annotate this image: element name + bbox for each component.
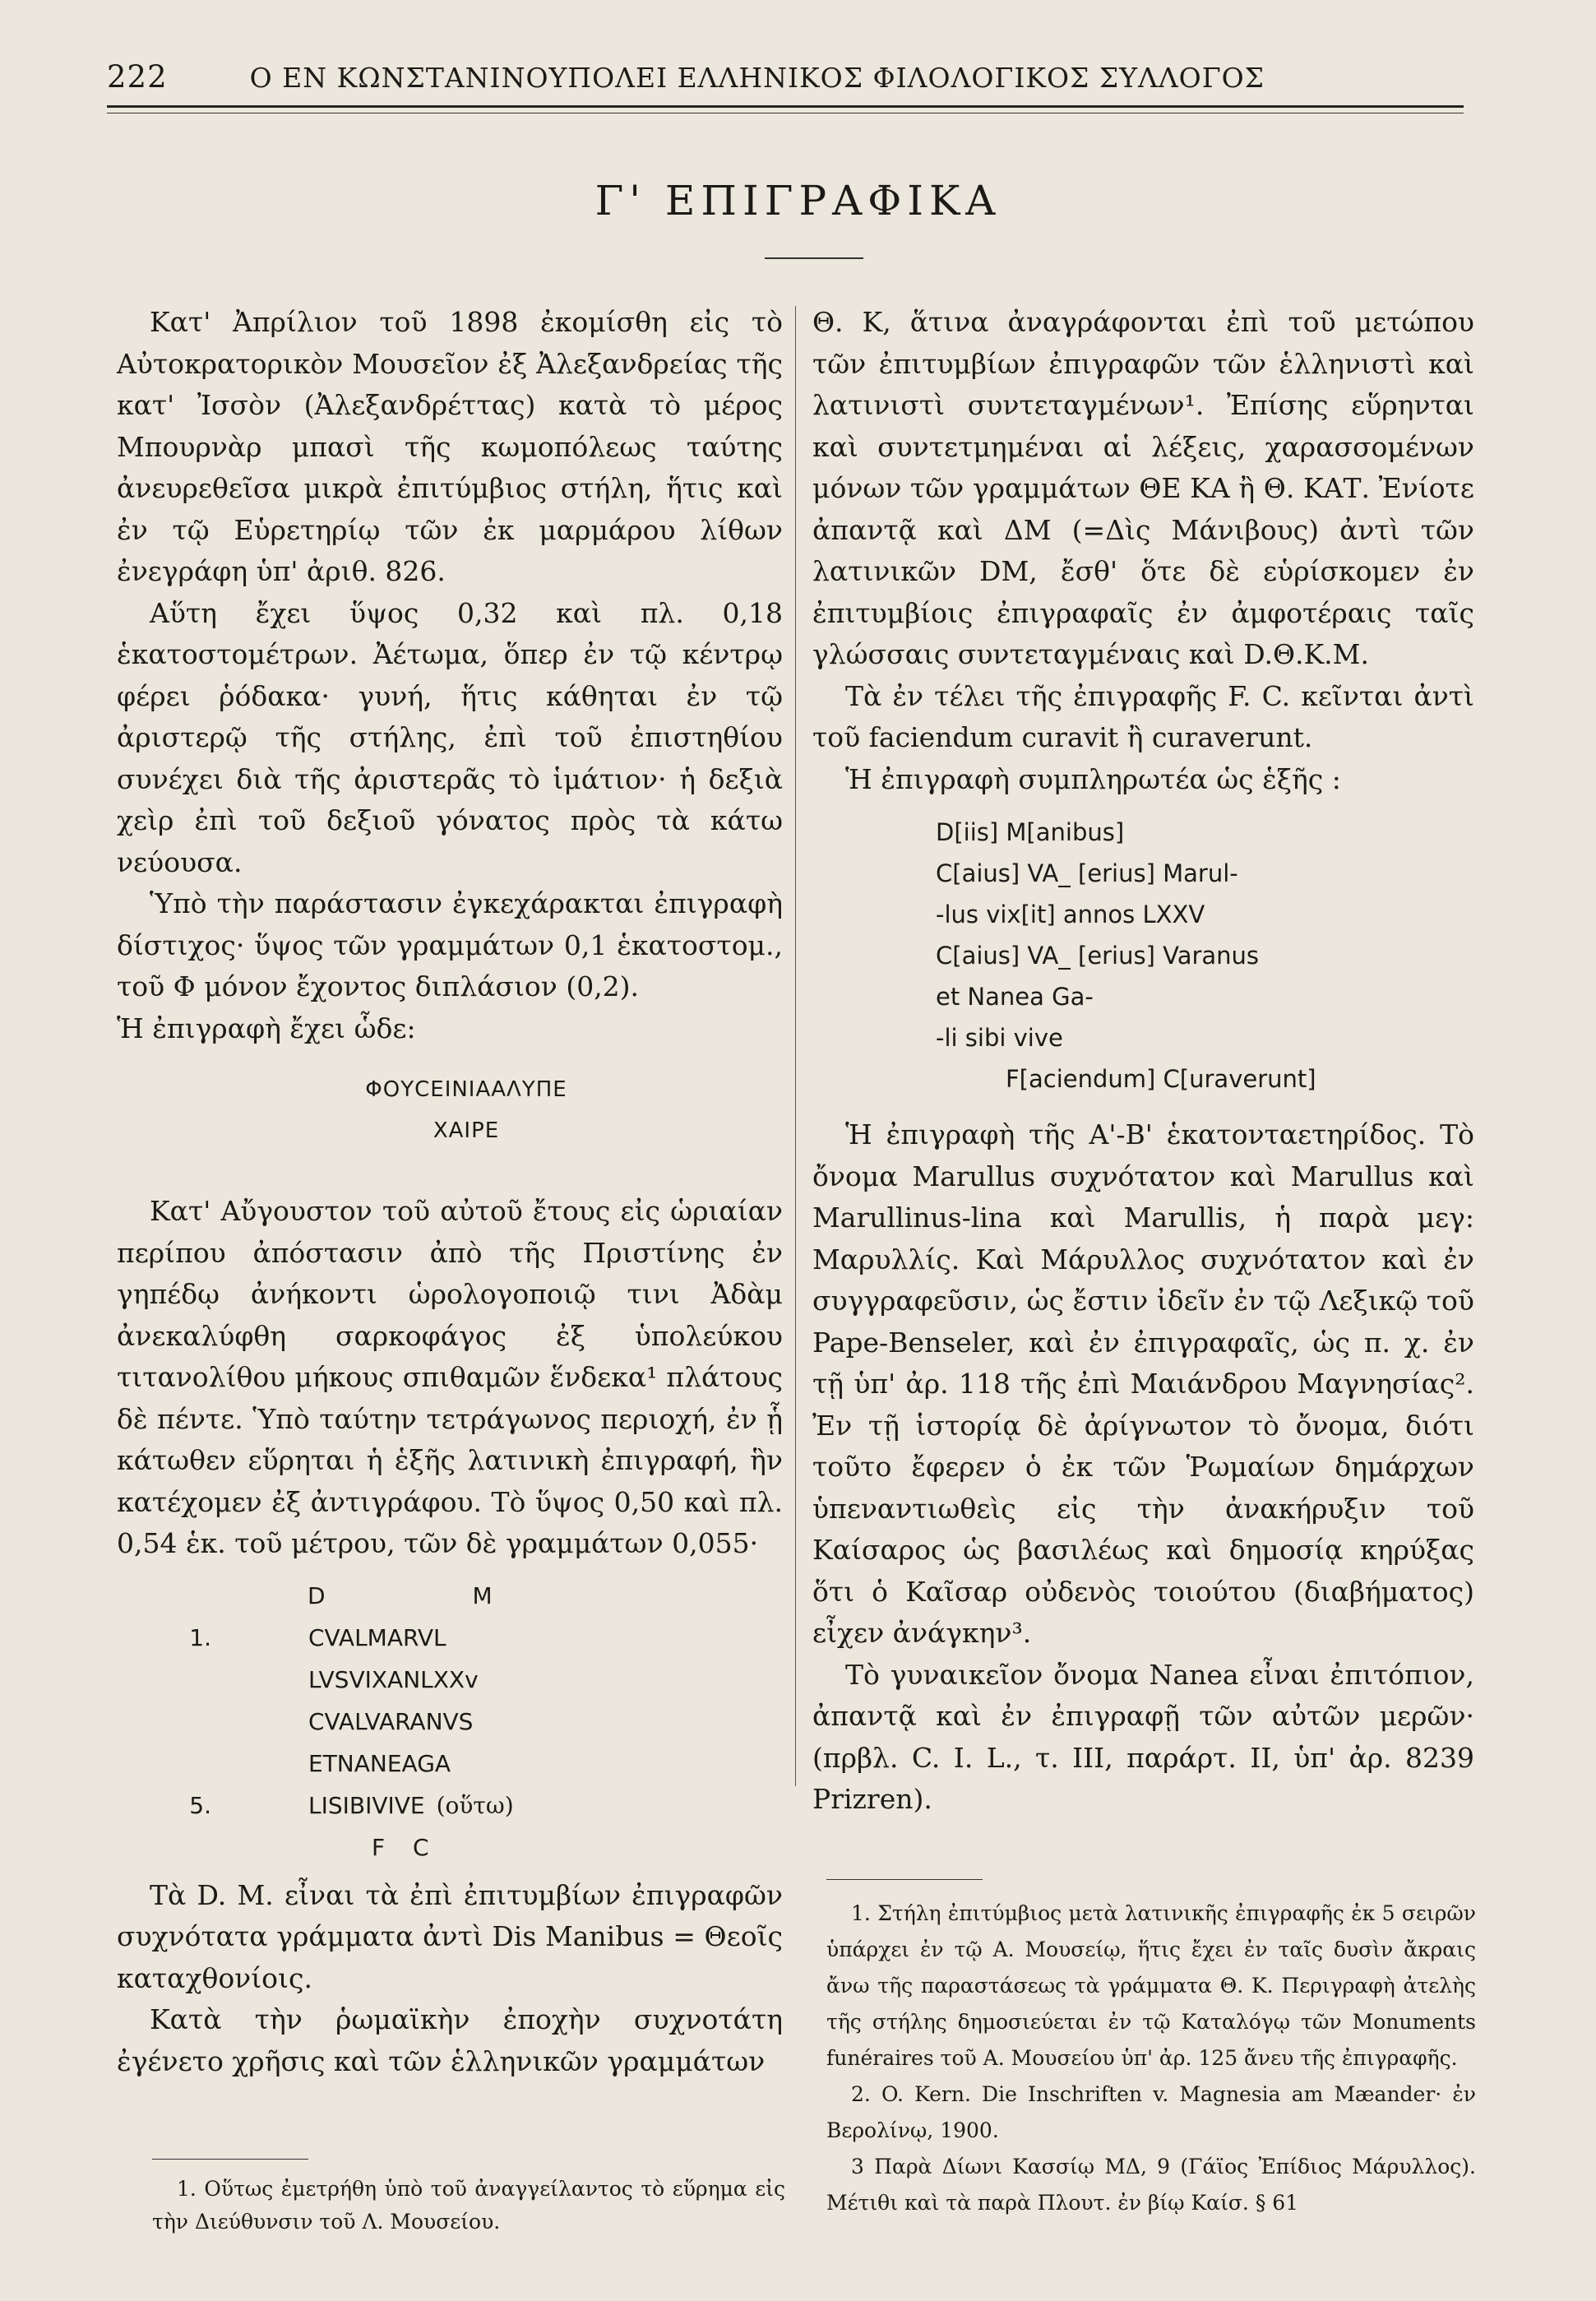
inscription-dm: D M [308, 1581, 493, 1609]
expanded-inscription [812, 812, 1474, 1100]
footnote: 1. Στήλη ἐπιτύμβιος μετὰ λατινικῆς ἐπιγραφῆς ἐκ 5 σειρῶν ὑπάρχει ἐν τῷ Α. Μουσείῳ, ἥτις ἔχει ἐν ταῖς δυσὶν ἄκραις ἄνω τῆς παραστάσεως τὰ γράμματα Θ. Κ. Περιγραφὴ ἀτελὴς τῆς στήλης δημοσιεύεται ἐν τῷ Καταλόγῳ τῶν Monuments funéraires τοῦ Α. Μουσείου ὑπ' ἀρ. 125 ἄνευ τῆς ἐπιγραφῆς. [826, 1901, 1476, 2070]
left-column [117, 302, 783, 2082]
footnote: 1. Οὕτως ἐμετρήθη ὑπὸ τοῦ ἀναγγείλαντος τὸ εὕρημα εἰς τὴν Διεύθυνσιν τοῦ Λ. Μουσείου. [152, 2177, 785, 2234]
latin-inscription [117, 1575, 783, 1868]
inscription-fc: F C [372, 1833, 429, 1861]
paragraph: Θ. Κ, ἅτινα ἀναγράφονται ἐπὶ τοῦ μετώπου τῶν ἐπιτυμβίων ἐπιγραφῶν τῶν ἑλληνιστὶ καὶ λατινιστὶ συντεταγμένων¹. Ἐπίσης εὕρηνται καὶ συντετμημέναι αἱ λέξεις, χαρασσομένων μόνων τῶν γραμμάτων ΘΕ ΚΑ ἢ Θ. ΚΑΤ. Ἐνίοτε ἀπαντᾷ καὶ ΔΜ (=Δὶς Μάνιβους) ἀντὶ τῶν λατινικῶν DM, ἔσθ' ὅτε δὲ εὑρίσκομεν ἐν ἐπιτυμβίοις ἐπιγραφαῖς ἐν ἀμφοτέραις ταῖς γλώσσαις συντεταγμέναις καὶ D.Θ.Κ.Μ. [812, 306, 1474, 670]
greek-inscription-line: ΧΑΙΡΕ [433, 1118, 500, 1143]
footnotes-left [152, 2173, 785, 2238]
footnote: 2. O. Kern. Die Inschriften v. Magnesia am Mæander· ἐν Βερολίνῳ, 1900. [826, 2082, 1476, 2142]
running-header [107, 59, 1464, 95]
right-column [812, 302, 1474, 1821]
inscription-line: ETNANEAGA [308, 1749, 451, 1777]
inscription-line: LVSVIXANLXXv [308, 1665, 479, 1693]
footnote-rule [826, 1879, 983, 1880]
sic-note: (οὕτω) [436, 1791, 514, 1819]
line-number [117, 1743, 211, 1785]
paragraph: Ὑπὸ τὴν παράστασιν ἐγκεχάρακται ἐπιγραφὴ δίστιχος· ὕψος τῶν γραμμάτων 0,1 ἑκατοστομ., τοῦ Φ μόνον ἔχοντος διπλάσιον (0,2). [117, 887, 783, 1002]
expanded-line: -li sibi vive [936, 1024, 1063, 1052]
inscription-line: CVALVARANVS [308, 1707, 474, 1735]
paragraph: Κατ' Ἀπρίλιον τοῦ 1898 ἐκομίσθη εἰς τὸ Αὐτοκρατορικὸν Μουσεῖον ἐξ Ἀλεξανδρείας τῆς κατ' Ἰσσὸν (Ἀλεξανδρέττας) κατὰ τὸ μέρος Μπουρνὰρ μπασὶ τῆς κωμοπόλεως ταύτης ἀνευρεθεῖσα μικρὰ ἐπιτύμβιος στήλη, ἥτις καὶ ἐν τῷ Εὑρετηρίῳ τῶν ἐκ μαρμάρου λίθων ἐνεγράφη ὑπ' ἀριθ. 826. [117, 306, 783, 587]
paragraph: Τὰ ἐν τέλει τῆς ἐπιγραφῆς F. C. κεῖνται ἀντὶ τοῦ faciendum curavit ἢ curaverunt. [812, 679, 1474, 753]
greek-inscription-line: ΦΟΥCΕΙΝΙΑΑΛΥΠΕ [365, 1077, 567, 1102]
running-title: Ο ΕΝ ΚΩΝΣΤΑΝΙΝΟΥΠΟΛΕΙ ΕΛΛΗΝΙΚΟΣ ΦΙΛΟΛΟΓΙΚΟΣ ΣΥΛΛΟΓΟΣ [249, 62, 1265, 94]
expanded-line: F[aciendum] C[uraverunt] [1006, 1065, 1316, 1093]
paragraph: Κατὰ τὴν ῥωμαϊκὴν ἐποχὴν συχνοτάτη ἐγένετο χρῆσις καὶ τῶν ἑλληνικῶν γραμμάτων [117, 2003, 783, 2077]
paragraph: Αὕτη ἔχει ὕψος 0,32 καὶ πλ. 0,18 ἑκατοστομέτρων. Ἀέτωμα, ὅπερ ἐν τῷ κέντρῳ φέρει ῥόδακα· γυνή, ἥτις κάθηται ἐν τῷ ἀριστερῷ τῆς στήλης, ἐπὶ τοῦ ἐπιστηθίου συνέχει διὰ τῆς ἀριστερᾶς τὸ ἱμάτιον· ἡ δεξιὰ χεὶρ ἐπὶ τοῦ δεξιοῦ γόνατος πρὸς τὰ κάτω νεύουσα. [117, 596, 783, 878]
header-rule [107, 105, 1464, 108]
footnote-rule [152, 2159, 308, 2160]
line-number: 5. [189, 1791, 211, 1819]
paragraph: Ἡ ἐπιγραφὴ τῆς Α'-Β' ἑκατονταετηρίδος. Τὸ ὄνομα Marullus συχνότατον καὶ Marullus καὶ Marullinus-lina καὶ Marullis, ἡ παρὰ μεγ: Μαρυλλίς. Καὶ Μάρυλλος συχνότατον καὶ ἐν συγγραφεῦσιν, ὡς ἔστιν ἰδεῖν ἐν τῷ Λεξικῷ τοῦ Pape-Benseler, καὶ ἐν ἐπιγραφαῖς, ὡς π. χ. ἐν τῇ ὑπ' ἀρ. 118 τῆς ἐπὶ Μαιάνδρου Μαγνησίας². Ἐν τῇ ἱστορίᾳ δὲ ἀρίγνωτον τὸ ὄνομα, διότι τοῦτο ἔφερεν ὁ ἐκ τῶν Ῥωμαίων δημάρχων ὑπεναντιωθεὶς εἰς τὴν ἀνακήρυξιν τοῦ Καίσαρος ὡς βασιλέως καὶ δημοσίᾳ κηρύξας ὅτι ὁ Καῖσαρ οὐδενὸς τοιούτου (διαβήματος) εἶχεν ἀνάγκην³. [812, 1118, 1474, 1649]
line-number [117, 1659, 211, 1701]
inscription-line: LISIBIVIVE [308, 1791, 425, 1819]
expanded-line: et Nanea Ga- [936, 983, 1094, 1011]
expanded-line: -lus vix[it] annos LXXV [936, 900, 1205, 928]
paragraph: Τὰ D. M. εἶναι τὰ ἐπὶ ἐπιτυμβίων ἐπιγραφῶν συχνότατα γράμματα ἀντὶ Dis Manibus = Θεοῖς καταχθονίοις. [117, 1878, 783, 1994]
line-number: 1. [189, 1623, 211, 1651]
expanded-line: C[aius] VA_ [erius] Varanus [936, 942, 1260, 970]
footnote: 3 Παρὰ Δίωνι Κασσίῳ ΜΔ, 9 (Γάϊος Ἐπίδιος Μάρυλλος). Μέτιθι καὶ τὰ παρὰ Πλουτ. ἐν βίῳ Καίσ. § 61 [826, 2155, 1476, 2215]
page-number: 222 [107, 59, 168, 95]
column-divider [795, 306, 796, 1786]
inscription-line: CVALMARVL [308, 1623, 446, 1651]
paragraph: Τὸ γυναικεῖον ὄνομα Nanea εἶναι ἐπιτόπιον, ἀπαντᾷ καὶ ἐν ἐπιγραφῇ τῶν αὐτῶν μερῶν· (πρβλ. C. I. L., τ. III, παράρτ. II, ὑπ' ἀρ. 8239 Prizren). [812, 1658, 1474, 1815]
expanded-line: D[iis] M[anibus] [936, 818, 1125, 846]
line-number [117, 1701, 211, 1743]
title-underline [765, 257, 863, 259]
paragraph: Κατ' Αὔγουστον τοῦ αὐτοῦ ἔτους εἰς ὡριαίαν περίπου ἀπόστασιν ἀπὸ τῆς Πριστίνης ἐν γηπέδῳ ἀνήκοντι ὡρολογοποιῷ τινι Ἀδὰμ ἀνεκαλύφθη σαρκοφάγος ἐξ ὑπολεύκου τιτανολίθου μήκους σπιθαμῶν ἕνδεκα¹ πλάτους δὲ πέντε. Ὑπὸ ταύτην τετράγωνος περιοχή, ἐν ᾗ κάτωθεν εὕρηται ἡ ἑξῆς λατινικὴ ἐπιγραφή, ἣν κατέχομεν ἐξ ἀντιγράφου. Τὸ ὕψος 0,50 καὶ πλ. 0,54 ἑκ. τοῦ μέτρου, τῶν δὲ γραμμάτων 0,055· [117, 1195, 783, 1559]
paragraph: Ἡ ἐπιγραφὴ συμπληρωτέα ὡς ἑξῆς : [845, 762, 1341, 795]
section-title: Γ' ΕΠΙΓΡΑΦΙΚΑ [594, 177, 1002, 225]
expanded-line: C[aius] VA_ [erius] Marul- [936, 859, 1238, 887]
footnotes-right [826, 1896, 1476, 2221]
paragraph: Ἡ ἐπιγραφὴ ἔχει ὧδε: [117, 1012, 416, 1044]
